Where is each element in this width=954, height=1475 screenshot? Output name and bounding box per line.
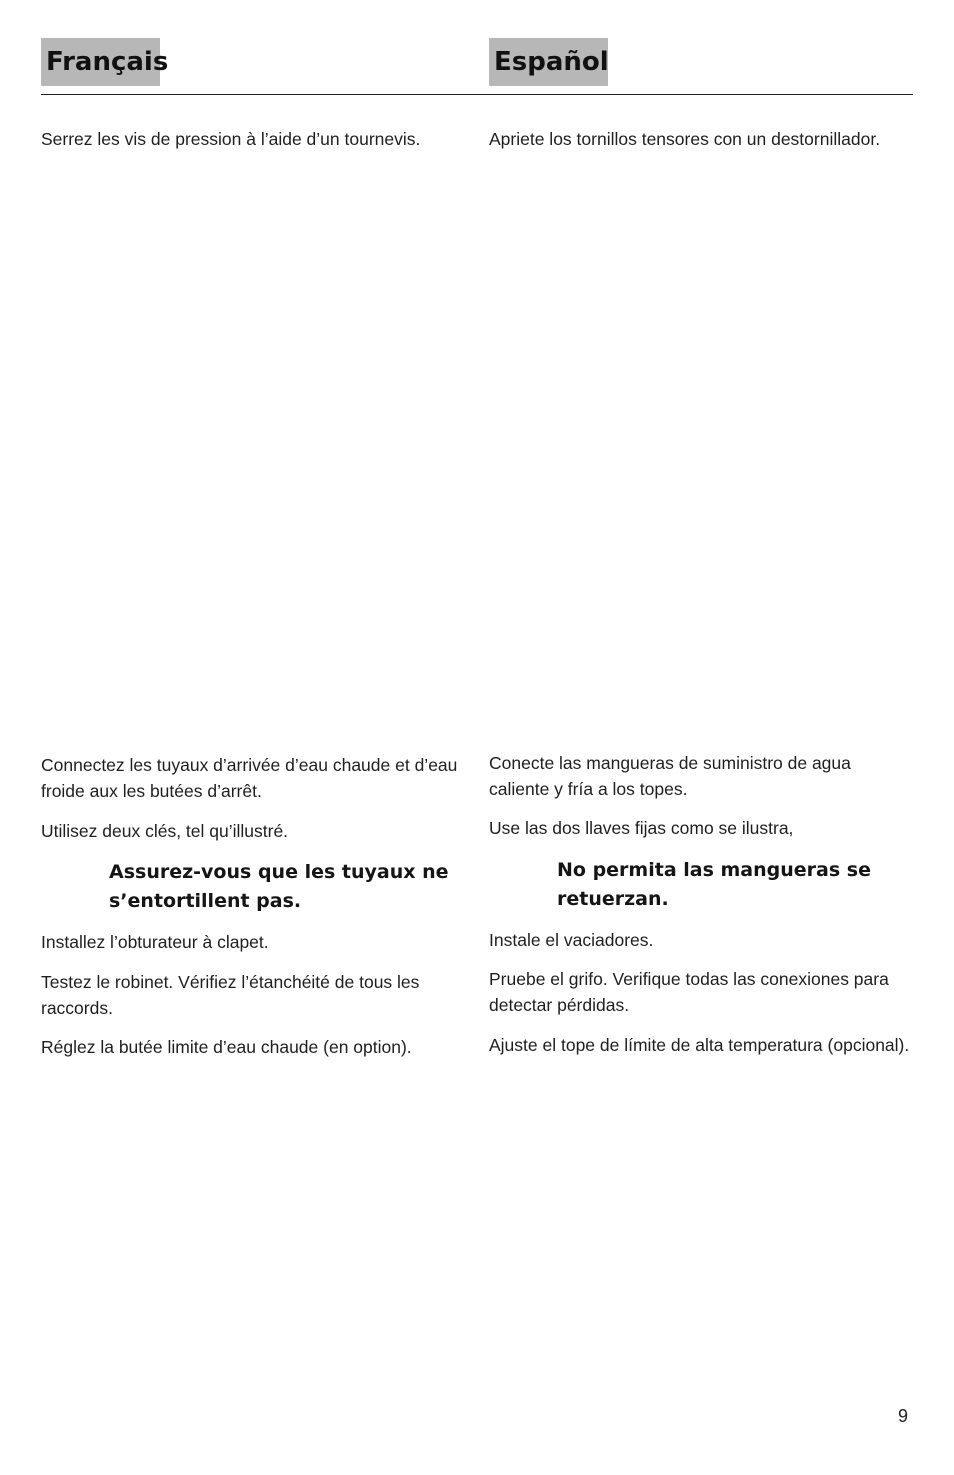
spanish-step-screws	[489, 126, 914, 152]
header-divider	[41, 94, 913, 95]
french-connect-block	[41, 752, 466, 804]
spanish-limit-text: Ajuste el tope de límite de alta temperatura (opcional).	[489, 1035, 910, 1055]
french-connect-text: Connectez les tuyaux d’arrivée d’eau chaude et d’eau froide aux les butées d’arrêt.	[41, 755, 458, 801]
spanish-heading: Español	[489, 38, 608, 86]
french-step-screws	[41, 126, 466, 152]
spanish-drain-block	[489, 927, 914, 953]
spanish-step-screws-text: Apriete los tornillos tensores con un destornillador.	[489, 129, 881, 149]
spanish-test-block	[489, 966, 914, 1018]
page-number: 9	[898, 1406, 909, 1426]
french-drain-text: Installez l’obturateur à clapet.	[41, 932, 269, 952]
spanish-drain-text: Instale el vaciadores.	[489, 930, 654, 950]
french-step-screws-text: Serrez les vis de pression à l’aide d’un tournevis.	[41, 129, 421, 149]
spanish-connect-text: Conecte las mangueras de suministro de agua caliente y fría a los topes.	[489, 753, 851, 799]
french-test-block	[41, 969, 466, 1021]
french-drain-block	[41, 929, 466, 955]
french-heading: Français	[41, 38, 160, 86]
french-note: Assurez-vous que les tuyaux ne s’entortillent pas.	[109, 861, 449, 912]
spanish-limit-block	[489, 1032, 914, 1058]
spanish-connect-block	[489, 750, 914, 802]
french-test-text: Testez le robinet. Vérifiez l’étanchéité de tous les raccords.	[41, 972, 420, 1018]
spanish-wrenches-block	[489, 815, 914, 841]
french-wrenches-text: Utilisez deux clés, tel qu’illustré.	[41, 821, 289, 841]
spanish-note: No permita las mangueras se retuerzan.	[557, 859, 871, 910]
french-limit-block	[41, 1034, 466, 1060]
french-wrenches-block	[41, 818, 466, 844]
spanish-test-text: Pruebe el grifo. Verifique todas las conexiones para detectar pérdidas.	[489, 969, 889, 1015]
french-limit-text: Réglez la butée limite d’eau chaude (en option).	[41, 1037, 412, 1057]
spanish-wrenches-text: Use las dos llaves fijas como se ilustra,	[489, 818, 794, 838]
